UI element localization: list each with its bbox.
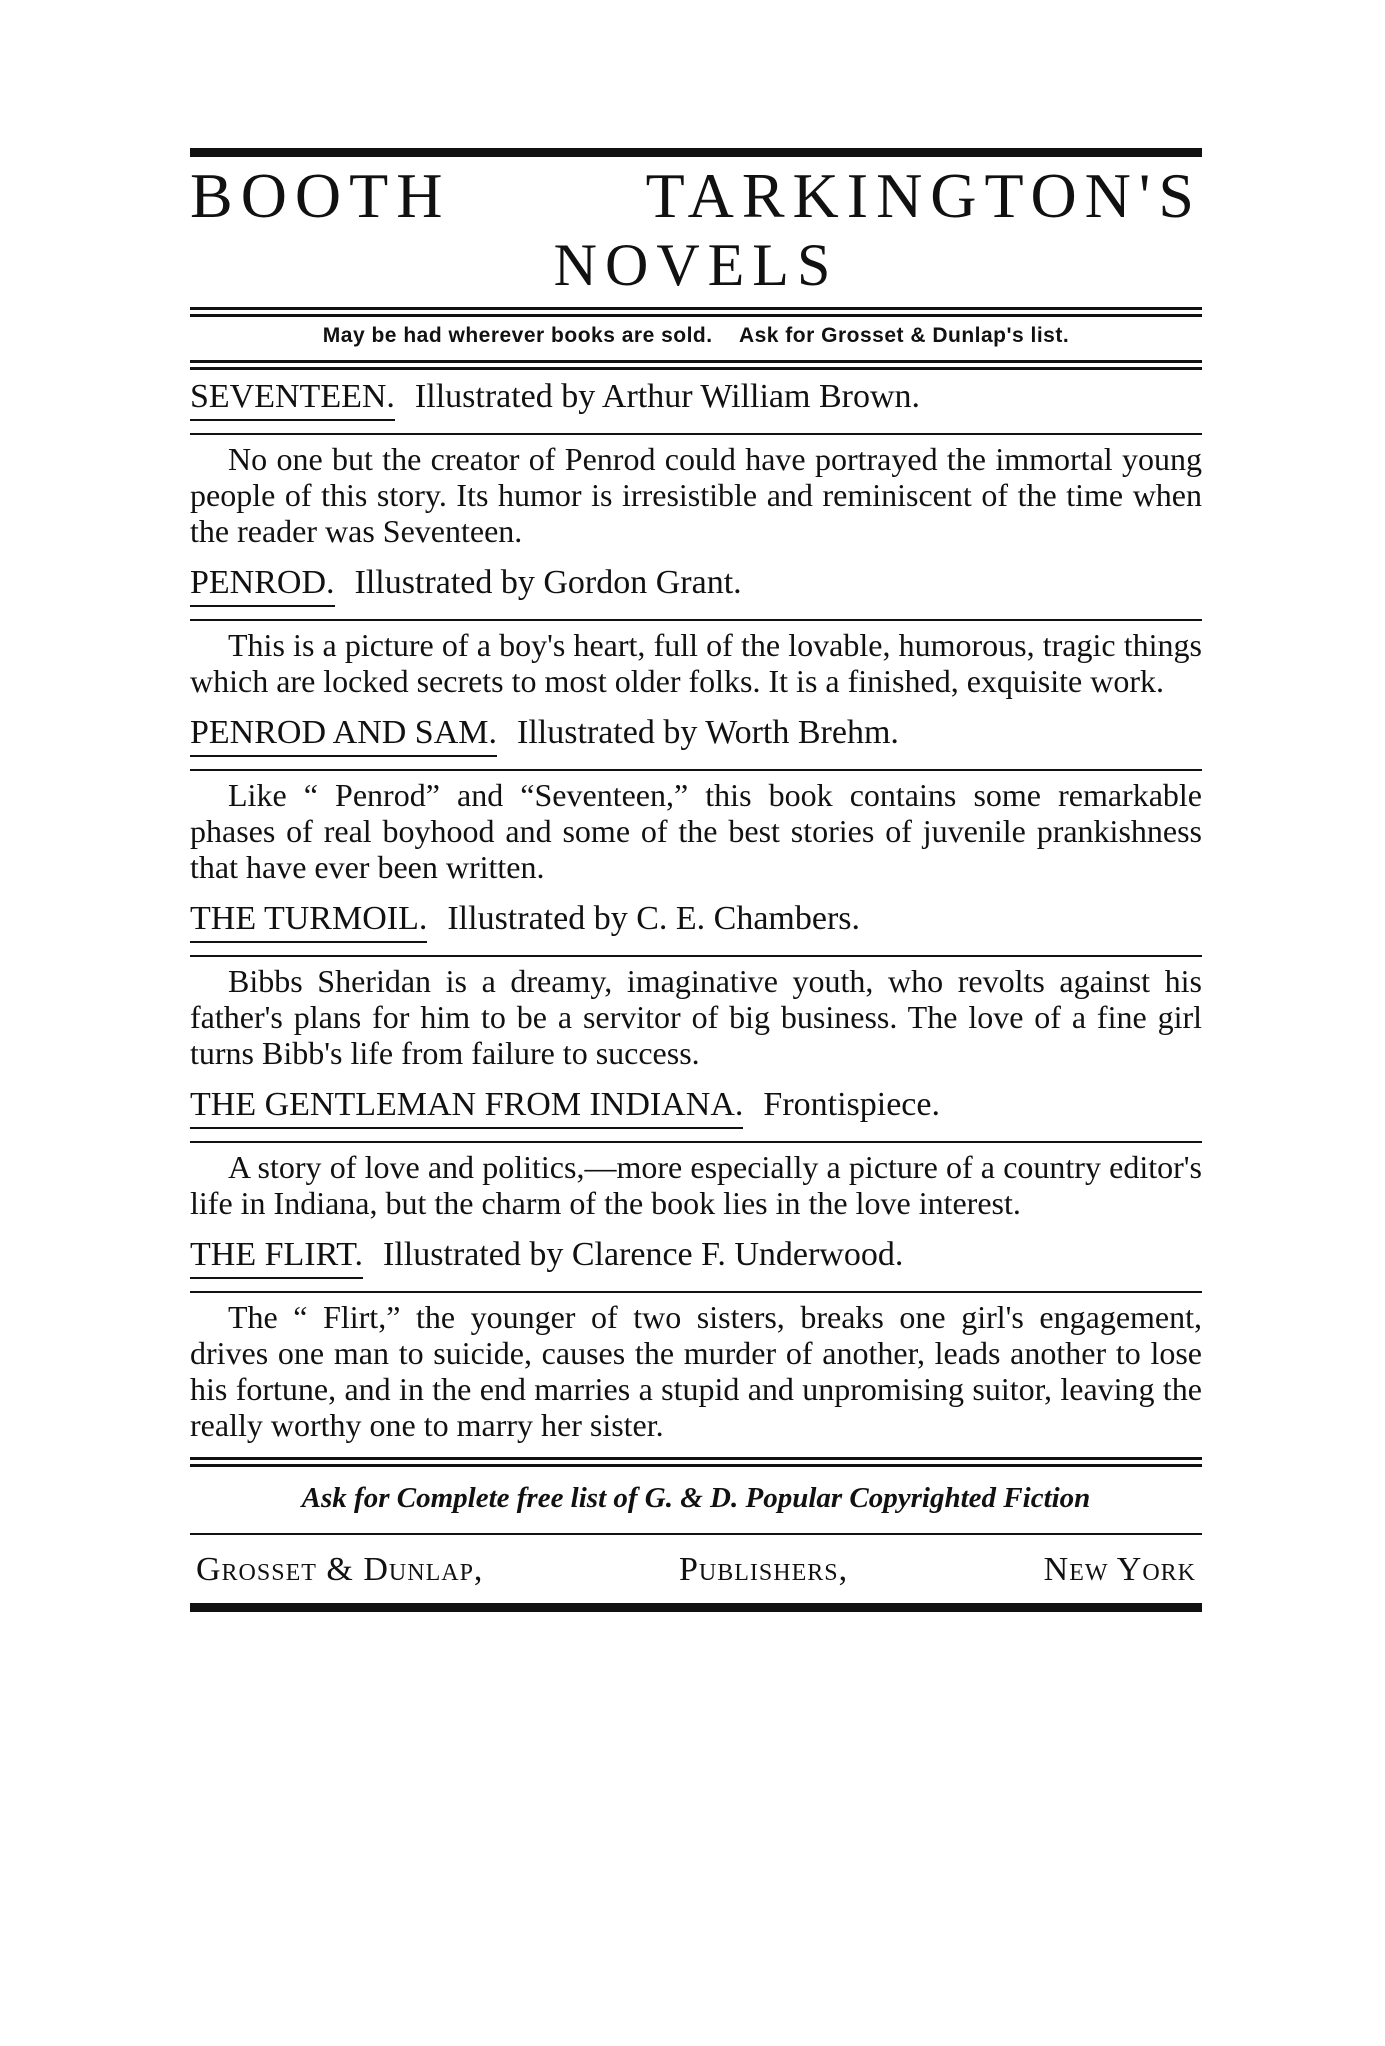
footer-spacer [190,1443,1202,1457]
book-description: The “ Flirt,” the younger of two sisters, breaks one girl's engagement, drives one man to suicide, causes the murder of another, leads another to lose his fortune, and in the end marries a stupid and unpromising suitor, leaving the really worthy one to marry her sister. [190,1291,1202,1443]
book-description: A story of love and politics,—more especially a picture of a country editor's life in Indiana, but the charm of the book lies in the love interest. [190,1141,1202,1221]
top-rule [190,148,1202,157]
book-entry-heading [190,713,1202,757]
book-credit: Illustrated by C. E. Chambers. [447,900,861,937]
publisher-name: Grosset & Dunlap, [196,1551,484,1588]
publisher-role: Publishers, [678,1551,849,1588]
book-title: PENROD AND SAM. [190,713,497,757]
title-word-tarkingtons: TARKINGTON'S [645,160,1202,231]
availability-tagline [190,310,1202,360]
book-entry [190,899,1202,1071]
bottom-rule [190,1603,1202,1612]
book-entry-heading [190,1085,1202,1129]
book-entry-heading [190,899,1202,943]
tagline-availability: May be had wherever books are sold. [322,324,713,347]
book-entry-heading [190,377,1202,421]
book-title: THE GENTLEMAN FROM INDIANA. [190,1085,743,1129]
tagline-ask-list: Ask for Grosset & Dunlap's list. [738,324,1070,347]
book-credit: Illustrated by Clarence F. Underwood. [382,1236,904,1273]
title-word-booth: BOOTH [190,160,451,231]
book-description: This is a picture of a boy's heart, full of the lovable, humorous, tragic things which are locked secrets to most older folks. It is a finished, exquisite work. [190,619,1202,699]
book-entry [190,377,1202,549]
book-description: Bibbs Sheridan is a dreamy, imaginative youth, who revolts against his father's plans for him to be a servitor of big business. The love of a fine girl turns Bibb's life from failure to success. [190,955,1202,1071]
book-description: Like “ Penrod” and “Seventeen,” this book contains some remarkable phases of real boyhood and some of the best stories of juvenile prankishness that have ever been written. [190,769,1202,885]
book-title: THE TURMOIL. [190,899,427,943]
catalog-ask-line: Ask for Complete free list of G. & D. Popular Copyrighted Fiction [301,1482,1091,1514]
book-credit: Illustrated by Arthur William Brown. [414,378,921,415]
book-entry [190,1085,1202,1221]
publisher-city: New York [1043,1551,1196,1588]
page-title [190,161,1202,231]
publisher-line [190,1535,1202,1603]
book-title: THE FLIRT. [190,1235,363,1279]
book-title: SEVENTEEN. [190,377,395,421]
book-entry [190,713,1202,885]
book-entry-heading [190,1235,1202,1279]
book-credit: Illustrated by Worth Brehm. [517,714,899,751]
book-description: No one but the creator of Penrod could have portrayed the immortal young people of this story. Its humor is irresistible and reminiscent of the time when the reader was Seventeen. [190,433,1202,549]
book-credit: Frontispiece. [763,1086,940,1123]
page-subtitle: NOVELS [553,232,839,298]
book-entry [190,1235,1202,1443]
tagline-rule [190,360,1202,363]
book-title: PENROD. [190,563,335,607]
book-entry [190,563,1202,699]
book-entry-heading [190,563,1202,607]
book-advertisement-page [190,148,1202,1612]
book-credit: Illustrated by Gordon Grant. [354,564,742,601]
